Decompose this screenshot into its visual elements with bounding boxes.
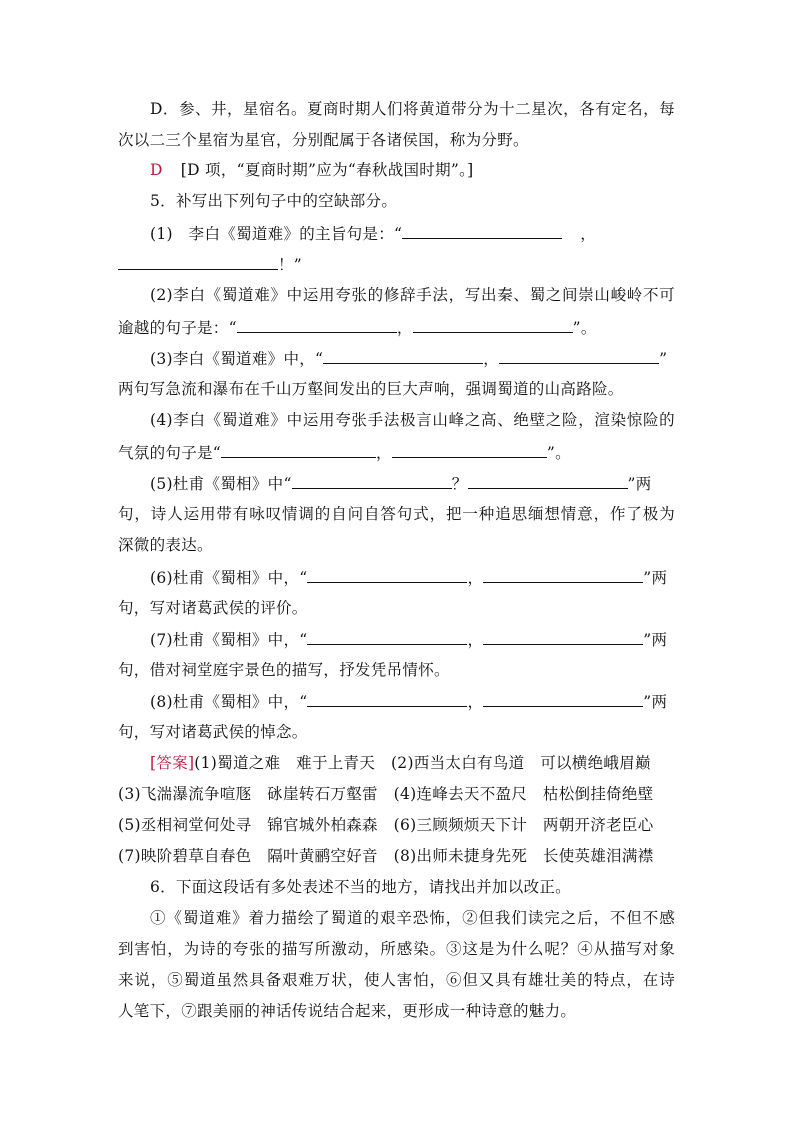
- fill-blank[interactable]: [237, 316, 397, 333]
- q5-item7-prompt: (7)杜甫《蜀相》中，“: [150, 631, 308, 649]
- q5-item5-line-1: [150, 472, 652, 495]
- q5-item4-line-2: [118, 441, 571, 464]
- q5-item7-comma: ，: [467, 631, 484, 649]
- answer-5-text: (1)蜀道之难 难于上青天 (2)西当太白有鸟道 可以横绝峨眉巅: [194, 754, 651, 772]
- q5-item7-line-1: [150, 628, 667, 651]
- answer-4-line: [150, 159, 474, 181]
- option-d-line-1: D．参、井，星宿名。夏商时期人们将黄道带分为十二星次，各有定名，每: [150, 100, 675, 118]
- q5-item3-end: ”: [659, 350, 668, 368]
- fill-blank[interactable]: [499, 347, 659, 364]
- q5-item1-comma: ，: [580, 225, 597, 243]
- q5-item1-line-2: [118, 253, 302, 276]
- option-d-line-2: 次以二三个星宿为星官，分别配属于各诸侯国，称为分野。: [118, 131, 529, 149]
- q5-item8-line-1: [150, 690, 667, 713]
- fill-blank[interactable]: [392, 441, 547, 458]
- question-6-heading: 6．下面这段话有多处表述不当的地方，请找出并加以改正。: [150, 878, 571, 896]
- answer-5-line-3: (5)丞相祠堂何处寻 锦官城外柏森森 (6)三顾频烦天下计 两朝开济老臣心: [118, 816, 654, 834]
- q5-item2-line-1: (2)李白《蜀道难》中运用夸张的修辞手法，写出秦、蜀之间崇山峻岭不可: [150, 286, 675, 304]
- q6-paragraph-line-3: 来说，⑤蜀道虽然具备艰难万状，使人害怕，⑥但又具有雄壮美的特点，在诗: [118, 971, 675, 989]
- q5-item5-line-2: 句，诗人运用带有咏叹情调的自问自答句式，把一种追思缅想情意，作了极为: [118, 505, 675, 523]
- fill-blank[interactable]: [292, 472, 452, 489]
- q5-item1-prompt: (1) 李白《蜀道难》的主旨句是：“: [150, 225, 403, 243]
- q5-item5-line-3: 深微的表达。: [118, 536, 213, 554]
- q5-item3-comma: ，: [483, 350, 500, 368]
- fill-blank[interactable]: [483, 690, 643, 707]
- answer-5-line-1: [150, 752, 651, 774]
- q5-item5-question-mark: ？: [451, 475, 468, 493]
- fill-blank[interactable]: [468, 472, 628, 489]
- answer-4-note: [D 项，“夏商时期”应为“春秋战国时期”。]: [180, 161, 474, 179]
- q6-paragraph-line-4: 人笔下，⑦跟美丽的神话传说结合起来，更形成一种诗意的魅力。: [118, 1002, 577, 1020]
- fill-blank[interactable]: [402, 222, 562, 239]
- fill-blank[interactable]: [307, 690, 467, 707]
- q5-item8-comma: ，: [467, 693, 484, 711]
- q5-item6-line-2: 句，写对诸葛武侯的评价。: [118, 599, 308, 617]
- q6-paragraph-line-1: ①《蜀道难》着力描绘了蜀道的艰辛恐怖，②但我们读完之后，不但不感: [150, 909, 675, 927]
- q6-paragraph-line-2: 到害怕，为诗的夸张的描写所激动，所感染。③这是为什么呢？④从描写对象: [118, 940, 675, 958]
- q5-item8-prompt: (8)杜甫《蜀相》中，“: [150, 693, 308, 711]
- q5-item2-prompt: 逾越的句子是：“: [118, 319, 237, 337]
- q5-item2-end: ”。: [572, 319, 597, 337]
- q5-item3-line-1: [150, 347, 667, 370]
- answer-5-line-2: (3)飞湍瀑流争喧豗 砯崖转石万壑雷 (4)连峰去天不盈尺 枯松倒挂倚绝壁: [118, 785, 654, 803]
- q5-item6-line-1: [150, 566, 667, 589]
- q5-item8-line-2: 句，写对诸葛武侯的悼念。: [118, 723, 308, 741]
- fill-blank[interactable]: [307, 628, 467, 645]
- fill-blank[interactable]: [221, 441, 376, 458]
- q5-item3-line-2: 两句写急流和瀑布在千山万壑间发出的巨大声响，强调蜀道的山高路险。: [118, 380, 624, 398]
- q5-item4-prompt: 气氛的句子是“: [118, 444, 222, 462]
- q5-item5-prompt: (5)杜甫《蜀相》中“: [150, 475, 292, 493]
- q5-item6-comma: ，: [467, 569, 484, 587]
- q5-item4-end: ”。: [546, 444, 571, 462]
- fill-blank[interactable]: [307, 566, 467, 583]
- fill-blank[interactable]: [118, 253, 278, 270]
- q5-item7-line-2: 句，借对祠堂庭宇景色的描写，抒发凭吊情怀。: [118, 661, 450, 679]
- fill-blank[interactable]: [323, 347, 483, 364]
- answer-4-letter: D: [150, 161, 163, 179]
- q5-item8-end: ”两: [643, 693, 668, 711]
- fill-blank[interactable]: [483, 566, 643, 583]
- q5-item4-comma: ，: [376, 444, 392, 462]
- fill-blank[interactable]: [413, 316, 573, 333]
- answer-5-line-4: (7)映阶碧草自春色 隔叶黄鹂空好音 (8)出师未捷身先死 长使英雄泪满襟: [118, 847, 654, 865]
- fill-blank[interactable]: [483, 628, 643, 645]
- q5-item1-line-1: [150, 222, 596, 245]
- q5-item6-prompt: (6)杜甫《蜀相》中，“: [150, 569, 308, 587]
- question-5-heading: 5．补写出下列句子中的空缺部分。: [150, 192, 398, 210]
- q5-item2-comma: ，: [396, 319, 413, 337]
- answer-tag: [答案]: [150, 754, 195, 772]
- q5-item2-line-2: [118, 316, 597, 339]
- q5-item1-end: ！”: [278, 256, 303, 274]
- q5-item7-end: ”两: [643, 631, 668, 649]
- q5-item3-prompt: (3)李白《蜀道难》中，“: [150, 350, 324, 368]
- q5-item6-end: ”两: [643, 569, 668, 587]
- q5-item4-line-1: (4)李白《蜀道难》中运用夸张手法极言山峰之高、绝壁之险，渲染惊险的: [150, 411, 675, 429]
- q5-item5-end: ”两: [627, 475, 652, 493]
